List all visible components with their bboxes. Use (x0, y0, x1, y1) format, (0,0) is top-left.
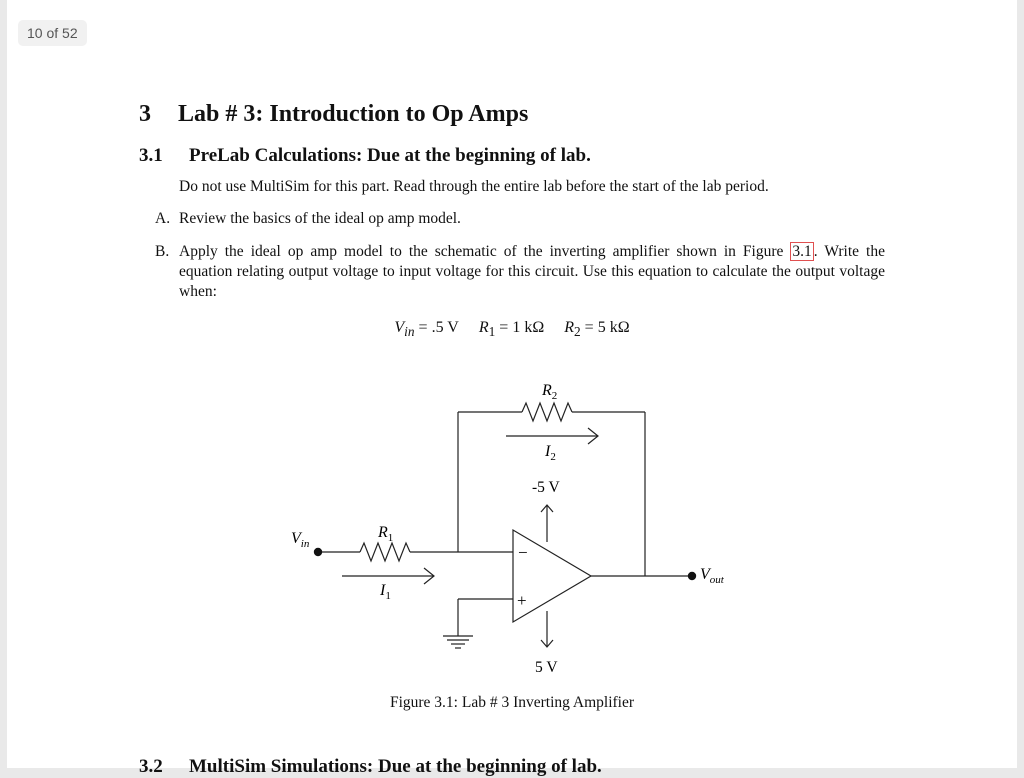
next-subsection-title: MultiSim Simulations: Due at the beginning of lab. (189, 756, 602, 777)
intro-paragraph: Do not use MultiSim for this part. Read through the entire lab before the start of the lab period. (179, 178, 769, 195)
vout-label: $V_{out}$ (700, 566, 724, 586)
given-values-equation (0, 319, 1024, 340)
figure-caption: Figure 3.1: Lab # 3 Inverting Amplifier (389, 694, 635, 711)
r1-label: $R_1$ (378, 524, 394, 544)
section-title: Lab # 3: Introduction to Op Amps (178, 101, 529, 127)
positive-supply-label: 5 V (535, 659, 558, 676)
r2-resistor-symbol (522, 403, 572, 421)
inverting-input-sign: − (518, 543, 528, 562)
subsection-title: PreLab Calculations: Due at the beginning of lab. (189, 145, 591, 166)
r2-label: $R_2$ (542, 382, 558, 402)
list-item-text-after-ref: . Write the equation relating output voltage to input voltage for this circuit. Use this equation to calculate the output voltage when: (179, 243, 885, 300)
equation-r2: $R_2 = 5$ kΩ (564, 319, 630, 340)
next-subsection-heading (139, 756, 602, 778)
vout-terminal (688, 572, 696, 580)
inverting-amplifier-schematic (270, 372, 750, 684)
list-item-a (155, 210, 461, 228)
page-counter: 10 of 52 (18, 20, 87, 46)
list-item-text: Review the basics of the ideal op amp model. (179, 210, 461, 227)
next-subsection-number: 3.2 (139, 756, 163, 777)
list-item-b (155, 242, 885, 302)
r1-resistor-symbol (360, 543, 410, 561)
section-heading (139, 101, 528, 128)
i1-label: $I_1$ (380, 582, 391, 602)
list-item-text-before-ref: Apply the ideal op amp model to the schematic of the inverting amplifier shown in Figure (179, 243, 791, 260)
vin-terminal (314, 548, 322, 556)
list-marker: A. (155, 210, 171, 227)
list-marker: B. (155, 243, 170, 260)
ground-symbol (443, 636, 473, 648)
i2-label: $I_2$ (545, 443, 556, 463)
negative-supply-label: -5 V (532, 479, 560, 496)
figure-reference-link[interactable]: 3.1 (792, 243, 812, 260)
noninverting-input-sign: + (517, 591, 527, 610)
equation-vin: $V_{in} = .5$ V (394, 319, 459, 340)
section-number: 3 (139, 101, 151, 127)
subsection-number: 3.1 (139, 145, 163, 166)
subsection-heading (139, 145, 591, 167)
vin-label: $V_{in}$ (291, 530, 310, 550)
list-item-text (179, 242, 885, 302)
equation-r1: $R_1 = 1$ kΩ (478, 319, 545, 340)
